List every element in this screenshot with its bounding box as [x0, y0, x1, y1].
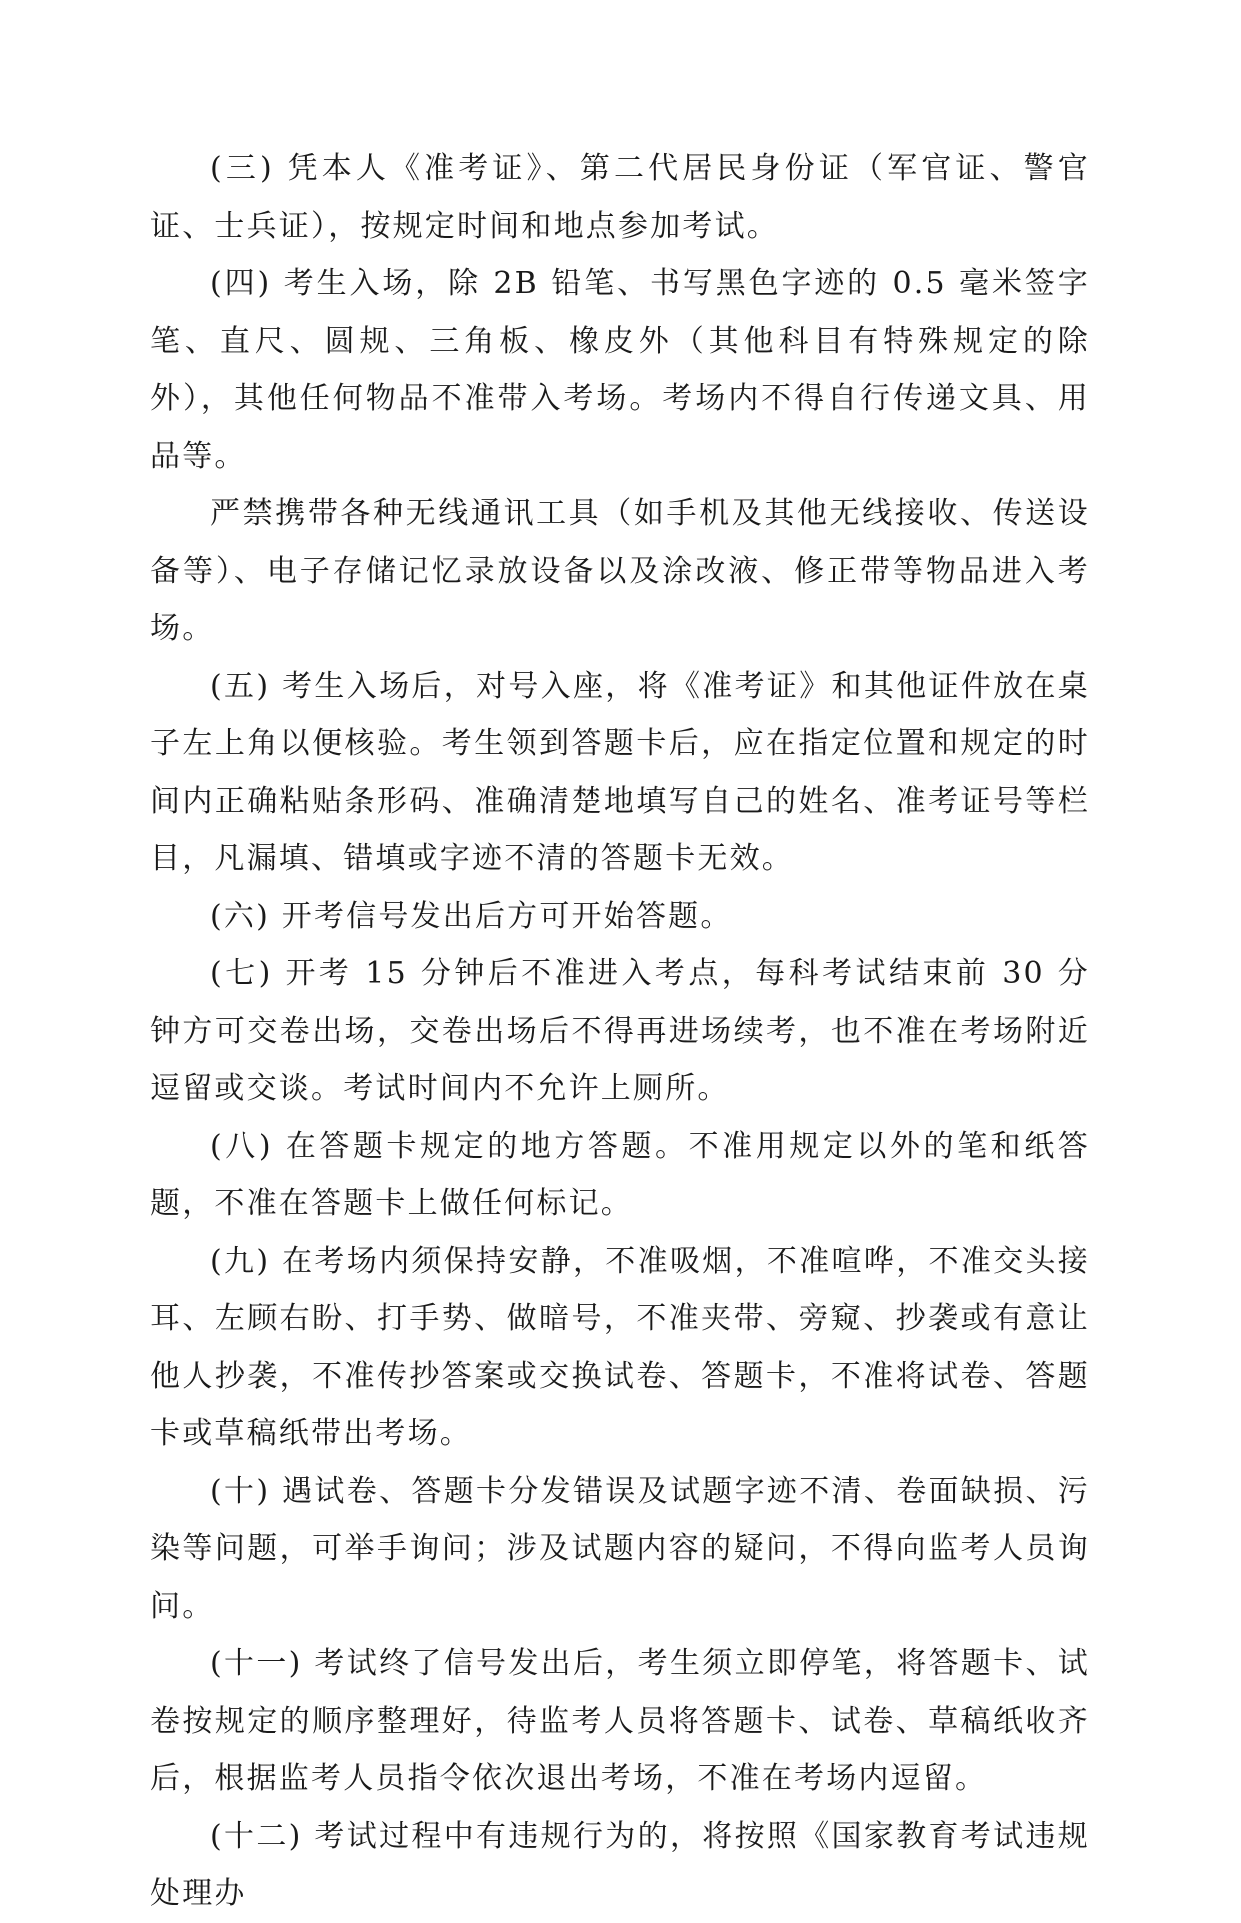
paragraph-12-violations: (十二) 考试过程中有违规行为的，将按照《国家教育考试违规处理办 [150, 1818, 1090, 1911]
paragraph-10-paper-issues: (十) 遇试卷、答题卡分发错误及试题字迹不清、卷面缺损、污染等问题，可举手询问；涉及试题内容的疑问，不得向监考人员询问。 [150, 1473, 1090, 1624]
document-body [150, 140, 1090, 1923]
paragraph-6-start-signal: (六) 开考信号发出后方可开始答题。 [210, 898, 733, 934]
paragraph-8-answer-location: (八) 在答题卡规定的地方答题。不准用规定以外的笔和纸答题，不准在答题卡上做任何标记。 [150, 1128, 1090, 1221]
paragraph-5-seating-answer-card: (五) 考生入场后，对号入座，将《准考证》和其他证件放在桌子左上角以便核验。考生领到答题卡后，应在指定位置和规定的时间内正确粘贴条形码、准确清楚地填写自己的姓名、准考证号等栏目，凡漏填、错填或字迹不清的答题卡无效。 [150, 668, 1090, 876]
paragraph-11-end-signal: (十一) 考试终了信号发出后，考生须立即停笔，将答题卡、试卷按规定的顺序整理好，待监考人员将答题卡、试卷、草稿纸收齐后，根据监考人员指令依次退出考场，不准在考场内逗留。 [150, 1646, 1090, 1796]
paragraph-3-id-documents: (三) 凭本人《准考证》、第二代居民身份证（军官证、警官证、士兵证），按规定时间和地点参加考试。 [150, 151, 1090, 244]
paragraph-9-conduct-rules: (九) 在考场内须保持安静，不准吸烟，不准喧哗，不准交头接耳、左顾右盼、打手势、做暗号，不准夹带、旁窥、抄袭或有意让他人抄袭，不准传抄答案或交换试卷、答题卡，不准将试卷、答题卡或草稿纸带出考场。 [150, 1243, 1090, 1451]
paragraph-4-permitted-items: (四) 考生入场，除 2B 铅笔、书写黑色字迹的 0.5 毫米签字笔、直尺、圆规、三角板、橡皮外（其他科目有特殊规定的除外），其他任何物品不准带入考场。考场内不得自行传递文具、用品等。 [150, 266, 1090, 474]
paragraph-7-entry-exit-times: (七) 开考 15 分钟后不准进入考点，每科考试结束前 30 分钟方可交卷出场，交卷出场后不得再进场续考，也不准在考场附近逗留或交谈。考试时间内不允许上厕所。 [150, 956, 1090, 1106]
paragraph-prohibited-devices: 严禁携带各种无线通讯工具（如手机及其他无线接收、传送设备等）、电子存储记忆录放设备以及涂改液、修正带等物品进入考场。 [150, 496, 1090, 646]
